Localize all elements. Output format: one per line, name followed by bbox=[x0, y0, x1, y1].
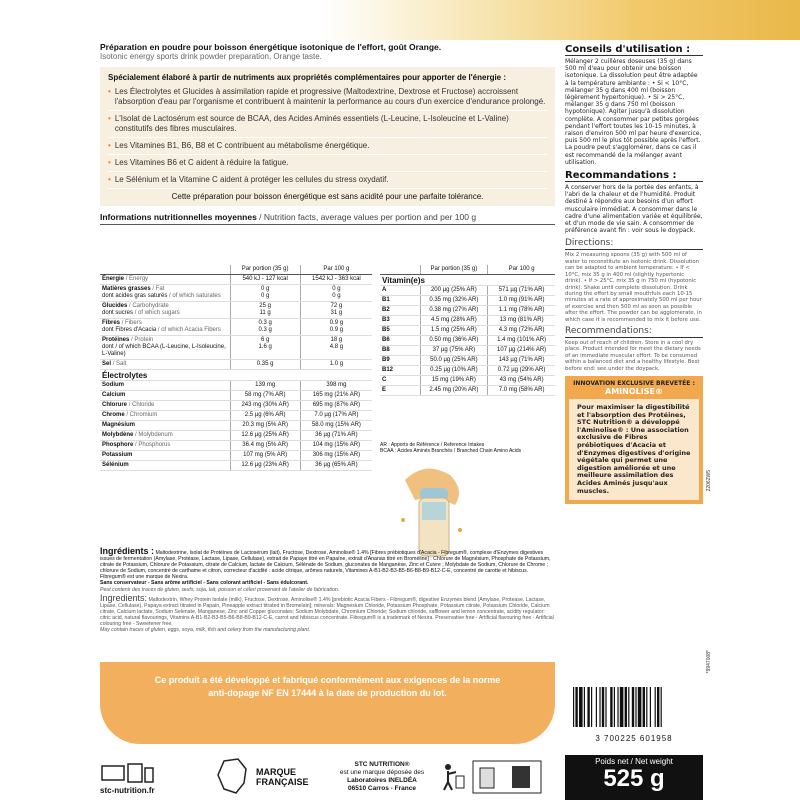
france-map-icon bbox=[216, 757, 250, 797]
benefit-text: Les Vitamines B6 et C aident à réduire la fatigue. bbox=[114, 158, 289, 167]
table-row: Énergie / Energy 540 kJ - 127 kcal 1542 kJ - 363 kcal bbox=[100, 275, 372, 285]
top-banner-image bbox=[0, 0, 800, 40]
table-row: Chrome / Chromium 2.5 µg (6% AR) 7.0 µg (17% AR) bbox=[100, 411, 372, 421]
barcode-bar bbox=[632, 687, 634, 727]
table-row bbox=[380, 275, 555, 286]
ingredients-fr: Maltodextrine, Isolat de Protéines de Lactosérum (lait), Fructose, Dextrose, Aminolise® 1.4% [Fibres prébiotiques d'Acacia - Fibregum®, complexe d'Enzymes digestives issues de fermentation (Amylase, Protéase, Lactase, Lipase, Cellulase), extrait de Papaye titré en Papaïne, extrait d'Ananas titré en Broméline] : Chlorure de Magnésium, Phosphate de Potassium, citrate de Potassium, Chlorure de Potassium, citrate de Calcium, lactate de Calcium, Sélénate de Sodium, gluconates de Manganèse, Zinc et Cuivre ; Molybdate de Sodium, Chlorure de Chrome ; chlorure de Sodium, concentré de carthame et citron, correcteur d'acidité : acide citrique, arômes naturels, Vitamines A-B1-B2-B3-B5-B6-B8-B9-B12-C-E, concentré de carotte et hibiscus. Fibregum® est une marque de Nexira. bbox=[100, 550, 551, 581]
barcode bbox=[565, 685, 703, 743]
recycle-person-icon bbox=[438, 762, 466, 792]
ingredients-en-traces: May contain traces of gluten, eggs, soya, milk, fish and celery from the manufacturing plant. bbox=[100, 627, 311, 634]
barcode-bar bbox=[599, 687, 600, 727]
reco-text: A conserver hors de la portée des enfants, à l'abri de la chaleur et de l'humidité. Produit destiné à répondre aux besoins d'un effort musculaire immédiat. A consommer dans le cadre d'une alimentation variée et équilibrée, et d'un mode de vie sain. A consommer de préférence avant fin : voir sous le doypack. bbox=[565, 184, 703, 235]
net-weight-label: Poids net / Net weight bbox=[595, 757, 673, 766]
table-row: B5 1.5 mg (25% AR) 4.3 mg (72% AR) bbox=[380, 326, 555, 336]
bcaa-note: BCAA : Acides Aminés Branchés / Branched Chain Amino Acids bbox=[380, 448, 522, 454]
right-column bbox=[565, 40, 703, 504]
table-notes bbox=[380, 442, 555, 454]
marque-francaise: MARQUE FRANÇAISE bbox=[256, 766, 309, 787]
reco-title: Recommandations : bbox=[565, 170, 703, 182]
benefits-box bbox=[100, 67, 555, 206]
table-row: B3 4.5 mg (28% AR) 13 mg (81% AR) bbox=[380, 316, 555, 326]
ingredients-fr-free: Sans conservateur - Sans arôme artificiel - Sans colorant artificiel - Sans édulcorant. bbox=[100, 580, 309, 587]
table-row: Matières grasses / Fat dont acides gras saturés / of which saturates 0 g 0 g 0 g 0 g bbox=[100, 285, 372, 302]
benefit-text: Le Sélénium et la Vitamine C aident à protéger les cellules du stress oxydatif. bbox=[114, 175, 389, 184]
innovation-brand: AMINOLISE® bbox=[605, 386, 663, 396]
barcode-bar bbox=[661, 687, 662, 727]
barcode-bar bbox=[628, 687, 629, 727]
table-row: E 2.45 mg (20% AR) 7.0 mg (58% AR) bbox=[380, 386, 555, 396]
barcode-bar bbox=[614, 687, 615, 727]
net-weight-box bbox=[565, 755, 703, 800]
benefit-item bbox=[108, 87, 547, 111]
barcode-bar bbox=[650, 687, 651, 727]
table-row: B8 37 µg (75% AR) 107 µg (214% AR) bbox=[380, 346, 555, 356]
barcode-bar bbox=[579, 687, 583, 727]
ingredients-en: Maltodextrin, Whey Protein Isolate (milk), Fructose, Dextrose, Aminolise® 1.4% [prebiotic Acacia Fibers - Fibregum®, digestive Enzymes blend (Amylase, Protease, Lactase, Lipase, Cellulase), Papaya extract titrated in Papain, Pineapple extract titrated in Bromelain]; minerals: Magnesium Chloride, Potassium Phosphate, Potassium citrate, Potassium Chloride, Calcium citrate, Calcium lactate, Sodium Selenate, Manganese, Zinc and Copper gluconates; Sodium Molybdate, Chromium Chloride; Sodium chloride, safflower and lemon concentrate, acidity regulator: citric acid, natural flavourings, Vitamins A-B1-B2-B3-B5-B6-B8-B9-B12-C-E, carrot and hibiscus concentrate. Fibregum® is a trademark of Nexira. Preservative free - Artificial flavouring free - Artificial colouring free - Sweetener free. bbox=[100, 596, 554, 628]
anti-doping-text: Ce produit a été développé et fabriqué conformément aux exigences de la norme anti-dopage NF EN 17444 à la date de production du lot. bbox=[154, 675, 501, 698]
barcode-bar bbox=[643, 687, 645, 727]
bullet-icon: • bbox=[108, 141, 111, 150]
website: stc-nutrition.fr bbox=[100, 786, 155, 795]
ar-note: AR : Apports de Référence / Reference Intakes bbox=[380, 442, 485, 448]
barcode-bar bbox=[596, 687, 597, 727]
barcode-bar bbox=[575, 687, 577, 727]
table-row: B9 50.0 µg (25% AR) 143 µg (71% AR) bbox=[380, 356, 555, 366]
barcode-bar bbox=[646, 687, 647, 727]
bottle-splash-image bbox=[395, 460, 470, 560]
benefits-intro: Spécialement élaboré à partir de nutriments aux propriétés complémentaires pour apporter de l'énergie : bbox=[108, 73, 507, 82]
barcode-bar bbox=[610, 687, 612, 727]
benefits-outro: Cette préparation pour boisson énergétique est sans acidité pour une parfaite tolérance. bbox=[171, 192, 484, 201]
barcode-bar bbox=[602, 687, 604, 727]
benefit-text: Les Électrolytes et Glucides à assimilation rapide et progressive (Maltodextrine, Dextrose et Fructose) accroissent l'absorption d'eau par l'organisme et contribuent à maintenir la performance au cours d'un exercice d'endurance prolongé. bbox=[114, 87, 546, 106]
innovation-box bbox=[565, 376, 703, 504]
table-row: Calcium 58 mg (7% AR) 165 mg (21% AR) bbox=[100, 391, 372, 401]
benefit-text: L'Isolat de Lactosérum est source de BCAA, des Acides Aminés essentiels (L-Leucine, L-Isoleucine et L-Valine) constitutifs des fibres musculaires. bbox=[114, 114, 509, 133]
col-100: Par 100 g bbox=[300, 265, 372, 275]
net-weight-value: 525 g bbox=[603, 765, 665, 792]
ingredients-block bbox=[100, 548, 555, 633]
lot-code: *9947008* bbox=[706, 650, 712, 674]
footer-bar bbox=[100, 753, 555, 800]
anti-doping-banner bbox=[100, 662, 555, 744]
bullet-icon: • bbox=[108, 175, 111, 184]
table-row: B1 0.35 mg (32% AR) 1.0 mg (91% AR) bbox=[380, 296, 555, 306]
barcode-bar bbox=[655, 687, 656, 727]
table-row: Sélénium 12.6 µg (23% AR) 36 µg (65% AR) bbox=[100, 461, 372, 471]
nutrition-title bbox=[100, 212, 555, 225]
barcode-bar bbox=[620, 687, 624, 727]
bullet-icon: • bbox=[108, 87, 111, 96]
vitamin-table bbox=[380, 265, 555, 396]
barcode-bar bbox=[635, 687, 636, 727]
vitamins-title: Vitamin(e)s bbox=[380, 275, 555, 286]
title-en: Isotonic energy sports drink powder preparation, Orange taste. bbox=[100, 52, 322, 61]
table-row: Protéines / Protein dont / of which BCAA (L-Leucine, L-Isoleucine, L-Valine) 6 g 1.6 g 18 g 4.8 g bbox=[100, 336, 372, 360]
nutrition-title-fr: Informations nutritionnelles moyennes bbox=[100, 212, 257, 222]
stc-mark: STC NUTRITION® bbox=[354, 760, 410, 768]
conseils-title: Conseils d'utilisation : bbox=[565, 44, 703, 56]
barcode-bar bbox=[605, 687, 606, 727]
barcode-bar bbox=[638, 687, 642, 727]
table-row: A 200 µg (25% AR) 571 µg (71% AR) bbox=[380, 286, 555, 296]
barcode-bar bbox=[591, 687, 592, 727]
barcode-bar bbox=[657, 687, 659, 727]
table-row: Glucides / Carbohydrate dont sucres / of which sugars 25 g 11 g 72 g 31 g bbox=[100, 302, 372, 319]
nutrition-title-en: / Nutrition facts, average values per portion and per 100 g bbox=[256, 212, 477, 222]
barcode-bars bbox=[565, 685, 703, 729]
table-row: Phosphore / Phosphorus 36.4 mg (5% AR) 104 mg (15% AR) bbox=[100, 441, 372, 451]
table-row: C 15 mg (19% AR) 43 mg (54% AR) bbox=[380, 376, 555, 386]
trademark-block bbox=[332, 761, 432, 793]
recycling-triman-icon bbox=[472, 760, 542, 794]
recommendations-en-text: Keep out of reach of children. Store in a cool dry place. Product intended for meet the dietary needs of an immediate muscular effort. To be consumed within a balanced diet and a healthy lifestyle. Best before end: see under the doypack. bbox=[565, 339, 701, 372]
electrolytes-title: Électrolytes bbox=[100, 370, 372, 381]
barcode-bar bbox=[587, 687, 589, 727]
benefit-item bbox=[108, 141, 547, 155]
lab-address: 06510 Carros - France bbox=[348, 784, 416, 792]
directions-title: Directions: bbox=[565, 238, 703, 250]
barcode-bar bbox=[625, 687, 627, 727]
conseils-text: Mélanger 2 cuillères doseuses (35 g) dans 500 ml d'eau pour obtenir une boisson isotonique. La dissolution peut être adaptée à la température ambiante : • Si < 10°C, mélanger 35 g dans 400 ml (boisson légèrement hypertonique). • Si > 25°C, mélanger 35 g dans 750 ml (boisson hypotonique). Agiter jusqu'à dissolution complète. A consommer par petites gorgées pendant l'effort toutes les 10-15 minutes, à raison d'environ 500 ml par heure d'exercice, puis 500 ml le plus tôt possible après l'effort. La poudre peut s'agglomérer, dans ce cas il est recommandé de la mélanger avant utilisation. bbox=[565, 58, 702, 166]
bullet-icon: • bbox=[108, 114, 111, 123]
lab-name: Laboratoires INELDÉA bbox=[347, 776, 417, 784]
table-row: Fibres / Fibers dont Fibres d'Acacia / of which Acacia Fibers 0.3 g 0.3 g 0.9 g 0.9 g bbox=[100, 319, 372, 336]
barcode-number: 3 700225 601958 bbox=[595, 734, 673, 743]
sku-code: 22062W5 bbox=[706, 470, 712, 492]
innovation-text: Pour maximiser la digestibilité et l'absorption des Protéines, STC Nutrition® a développé l'Aminolise® : Une association exclusive de Fibres prébiotiques d'Acacia et d'Enzymes digestives d'origine végétale qui permet une digestion améliorée et une meilleure assimilation des Acides Aminés jusqu'aux muscles. bbox=[569, 399, 699, 500]
benefit-text: Les Vitamines B1, B6, B8 et C contribuent au métabolisme énergétique. bbox=[114, 141, 370, 150]
barcode-bar bbox=[584, 687, 585, 727]
benefit-item bbox=[108, 175, 547, 189]
table-row bbox=[100, 265, 372, 275]
table-row: Chlorure / Chloride 243 mg (30% AR) 695 mg (87% AR) bbox=[100, 401, 372, 411]
stc-mark-2: est une marque déposée des bbox=[339, 768, 425, 776]
col-portion: Par portion (35 g) bbox=[230, 265, 300, 275]
barcode-bar bbox=[573, 687, 574, 727]
table-row: Magnésium 20.3 mg (5% AR) 58.0 mg (15% AR) bbox=[100, 421, 372, 431]
table-row: Molybdène / Molybdenum 12.6 µg (25% AR) 36 µg (71% AR) bbox=[100, 431, 372, 441]
barcode-bar bbox=[617, 687, 618, 727]
ingredients-fr-traces: Peut contenir des traces de gluten, œufs, soja, lait, poisson et céleri provenant de l'atelier de fabrication. bbox=[100, 586, 340, 593]
bullet-icon: • bbox=[108, 158, 111, 167]
title-fr: Préparation en poudre pour boisson énergétique isotonique de l'effort, goût Orange. bbox=[100, 42, 442, 52]
nutrition-table bbox=[100, 265, 372, 471]
innovation-header: INNOVATION EXCLUSIVE BREVETÉE : bbox=[573, 379, 695, 387]
recommendations-en-title: Recommendations: bbox=[565, 326, 703, 338]
table-row: Sodium 139 mg 398 mg bbox=[100, 381, 372, 391]
ingredients-title-en: Ingredients: bbox=[100, 592, 148, 603]
table-row bbox=[100, 370, 372, 381]
table-row: Par portion (35 g) Par 100 g bbox=[380, 265, 555, 275]
directions-text: Mix 2 measuring spoons (35 g) with 500 ml of water to reconstitute an isotonic drink. Dissolution can be adapted to ambient temperature: • If < 10°C, mix 35 g in 400 ml (slightly hypertonic drink). • If > 25°C, mix 35 g in 750 ml (hypotonic drink). Shake until complete dissolution. Drink during the effort by small mouthfuls each 10-15 minutes at a rate of approximately 500 ml per hour of exercise and then 500 ml as soon as possible after the effort. The powder can be agglomerate, in which case it is recommended to mix it before use. bbox=[565, 252, 702, 323]
table-row: Sel / Salt 0.35 g 1.0 g bbox=[100, 360, 372, 370]
table-row: B6 0.50 mg (36% AR) 1.4 mg (101% AR) bbox=[380, 336, 555, 346]
table-row: B2 0.38 mg (27% AR) 1.1 mg (78% AR) bbox=[380, 306, 555, 316]
benefit-item bbox=[108, 114, 547, 138]
table-row: B12 0.25 µg (10% AR) 0.72 µg (29% AR) bbox=[380, 366, 555, 376]
benefit-item bbox=[108, 158, 547, 172]
ingredients-title-fr: Ingrédients : bbox=[100, 546, 155, 556]
left-column bbox=[100, 40, 555, 225]
table-row: Potassium 107 mg (5% AR) 306 mg (15% AR) bbox=[100, 451, 372, 461]
